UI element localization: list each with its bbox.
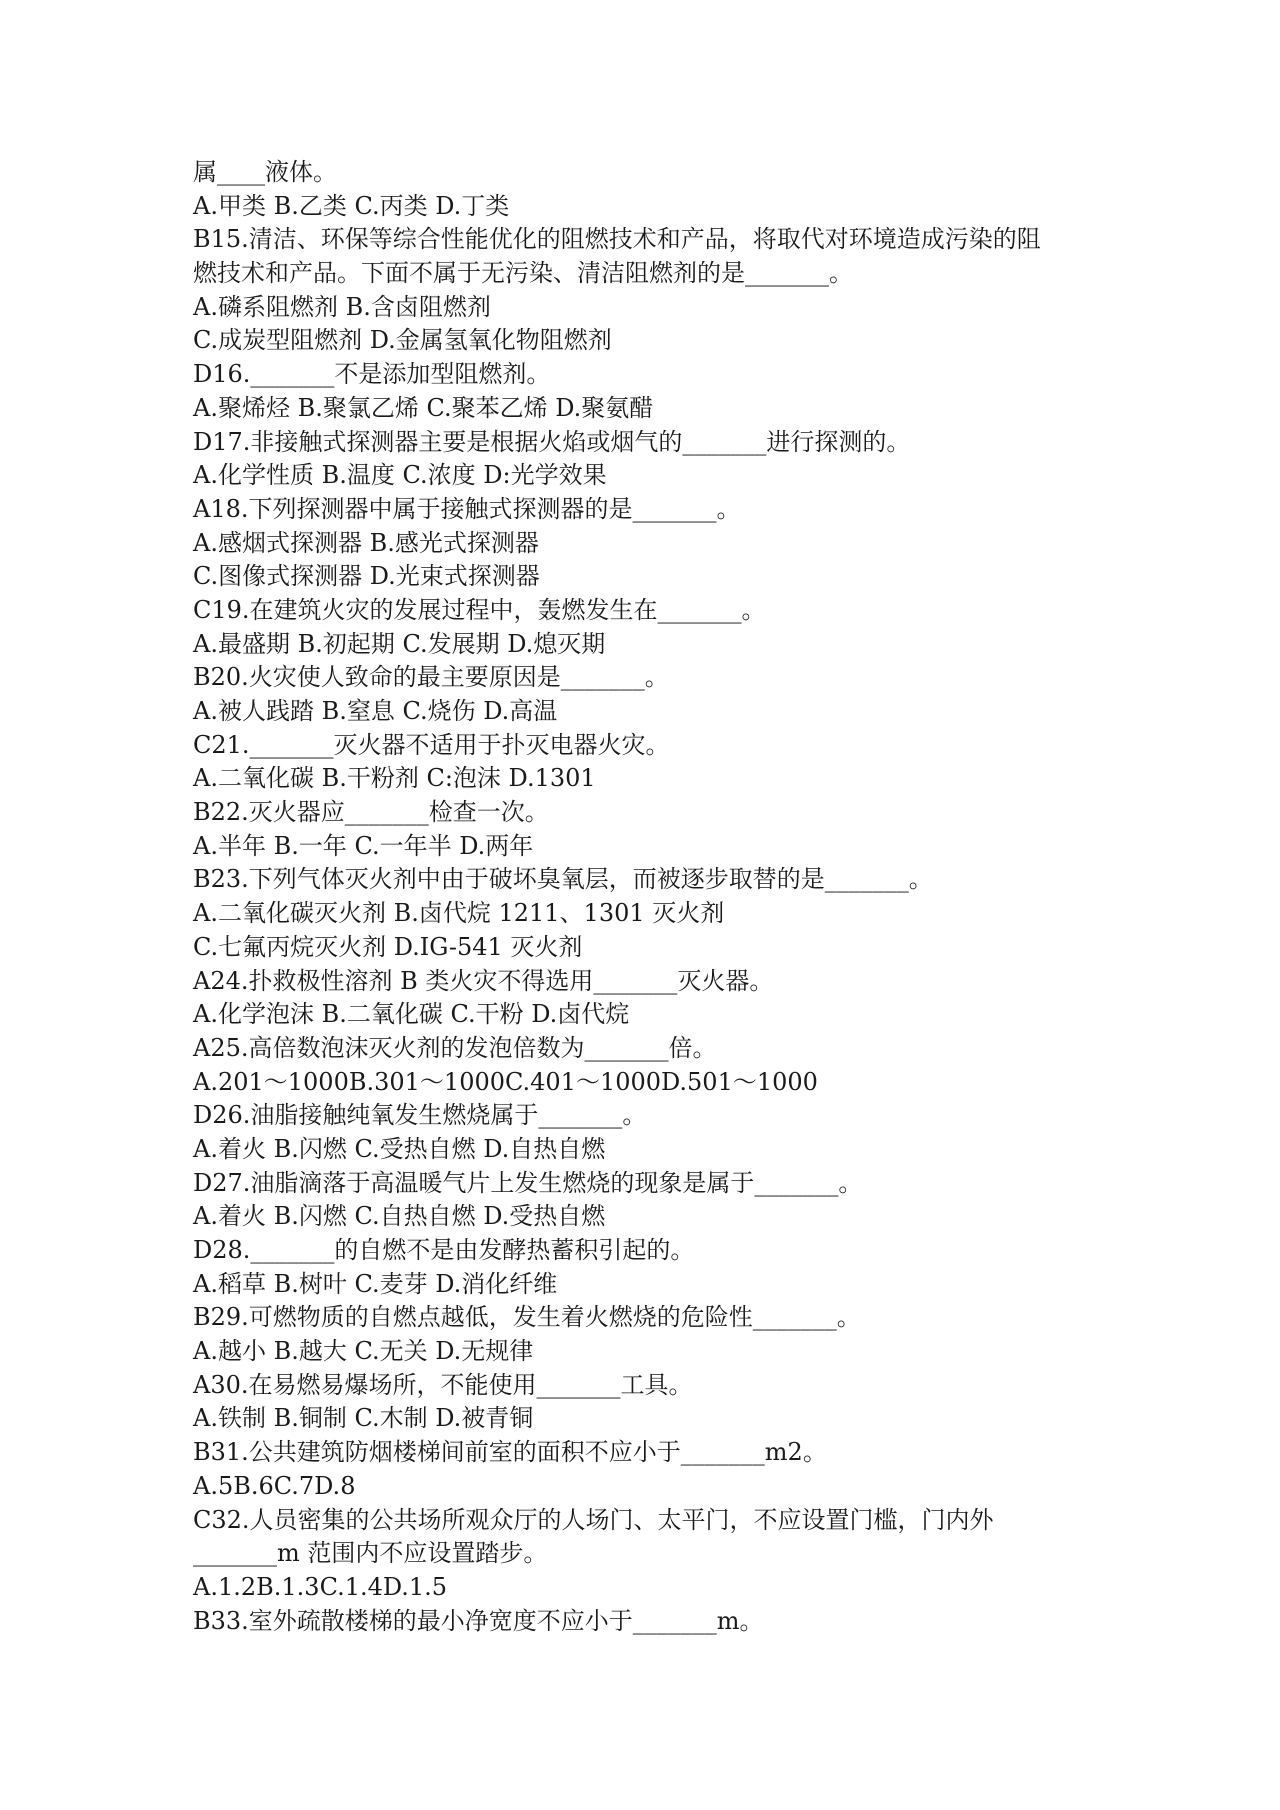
text-line: C.七氟丙烷灭火剂 D.IG-541 灭火剂 <box>193 932 583 961</box>
text-line: A.半年 B.一年 C.一年半 D.两年 <box>193 831 534 860</box>
text-line: A24.扑救极性溶剂 B 类火灾不得选用_______灭火器。 <box>193 966 774 995</box>
text-line: C32.人员密集的公共场所观众厅的人场门、太平门，不应设置门槛，门内外 <box>193 1505 994 1534</box>
text-line: D16._______不是添加型阻燃剂。 <box>193 360 551 389</box>
text-line: D26.油脂接触纯氧发生燃烧属于_______。 <box>193 1101 647 1130</box>
text-line: C.成炭型阻燃剂 D.金属氢氧化物阻燃剂 <box>193 326 612 355</box>
text-line: A.化学泡沫 B.二氧化碳 C.干粉 D.卤代烷 <box>193 1000 630 1029</box>
text-line: A.5B.6C.7D.8 <box>193 1471 356 1500</box>
text-line: A.被人践踏 B.窒息 C.烧伤 D.高温 <box>193 697 558 725</box>
text-line: A.最盛期 B.初起期 C.发展期 D.熄灭期 <box>193 629 606 658</box>
text-line: A.着火 B.闪燃 C.自热自燃 D.受热自燃 <box>193 1202 606 1231</box>
text-line: B31.公共建筑防烟楼梯间前室的面积不应小于_______m2。 <box>193 1438 827 1467</box>
text-line: B22.灭火器应_______检查一次。 <box>193 798 549 827</box>
text-line: A.1.2B.1.3C.1.4D.1.5 <box>193 1572 448 1601</box>
text-line: D17.非接触式探测器主要是根据火焰或烟气的_______进行探测的。 <box>193 427 911 456</box>
text-line: 属____液体。 <box>193 158 337 186</box>
text-line: C.图像式探测器 D.光束式探测器 <box>193 562 540 591</box>
text-line: A18.下列探测器中属于接触式探测器的是_______。 <box>193 494 741 523</box>
document-page <box>193 156 1153 1638</box>
text-line: A.二氧化碳 B.干粉剂 C:泡沫 D.1301 <box>193 764 596 793</box>
text-line: C19.在建筑火灾的发展过程中，轰燃发生在_______。 <box>193 595 766 624</box>
text-line: A.201～1000B.301～1000C.401～1000D.501～1000 <box>193 1067 818 1096</box>
text-line: A30.在易燃易爆场所，不能使用_______工具。 <box>193 1370 693 1399</box>
text-line: A.越小 B.越大 C.无关 D.无规律 <box>193 1337 534 1366</box>
text-line: B20.火灾使人致命的最主要原因是_______。 <box>193 663 669 692</box>
text-line: 燃技术和产品。下面不属于无污染、清洁阻燃剂的是_______。 <box>193 259 853 288</box>
text-line: A.化学性质 B.温度 C.浓度 D:光学效果 <box>193 461 607 490</box>
text-line: A.聚烯烃 B.聚氯乙烯 C.聚苯乙烯 D.聚氨醋 <box>193 393 654 422</box>
text-line: B23.下列气体灭火剂中由于破坏臭氧层，而被逐步取替的是_______。 <box>193 865 933 894</box>
text-line: D27.油脂滴落于高温暖气片上发生燃烧的现象是属于_______。 <box>193 1168 863 1197</box>
text-line: C21._______灭火器不适用于扑灭电器火灾。 <box>193 730 670 759</box>
text-line: _______m 范围内不应设置踏步。 <box>193 1539 548 1568</box>
text-line: A.稻草 B.树叶 C.麦芽 D.消化纤维 <box>193 1269 558 1298</box>
text-line: B15.清洁、环保等综合性能优化的阻燃技术和产品，将取代对环境造成污染的阻 <box>193 225 1041 254</box>
text-line: A.磷系阻燃剂 B.含卤阻燃剂 <box>193 292 491 321</box>
text-line: A.着火 B.闪燃 C.受热自燃 D.自热自燃 <box>193 1134 606 1163</box>
text-line: B33.室外疏散楼梯的最小净宽度不应小于_______m。 <box>193 1606 764 1635</box>
text-line: B29.可燃物质的自燃点越低，发生着火燃烧的危险性_______。 <box>193 1303 861 1332</box>
text-line: A.二氧化碳灭火剂 B.卤代烷 1211、1301 灭火剂 <box>193 899 725 928</box>
text-line: A25.高倍数泡沫灭火剂的发泡倍数为_______倍。 <box>193 1033 717 1062</box>
text-line: A.铁制 B.铜制 C.木制 D.被青铜 <box>193 1404 534 1433</box>
text-line: A.甲类 B.乙类 C.丙类 D.丁类 <box>193 191 510 220</box>
text-line: A.感烟式探测器 B.感光式探测器 <box>193 528 539 557</box>
text-line: D28._______的自燃不是由发酵热蓄积引起的。 <box>193 1236 695 1264</box>
